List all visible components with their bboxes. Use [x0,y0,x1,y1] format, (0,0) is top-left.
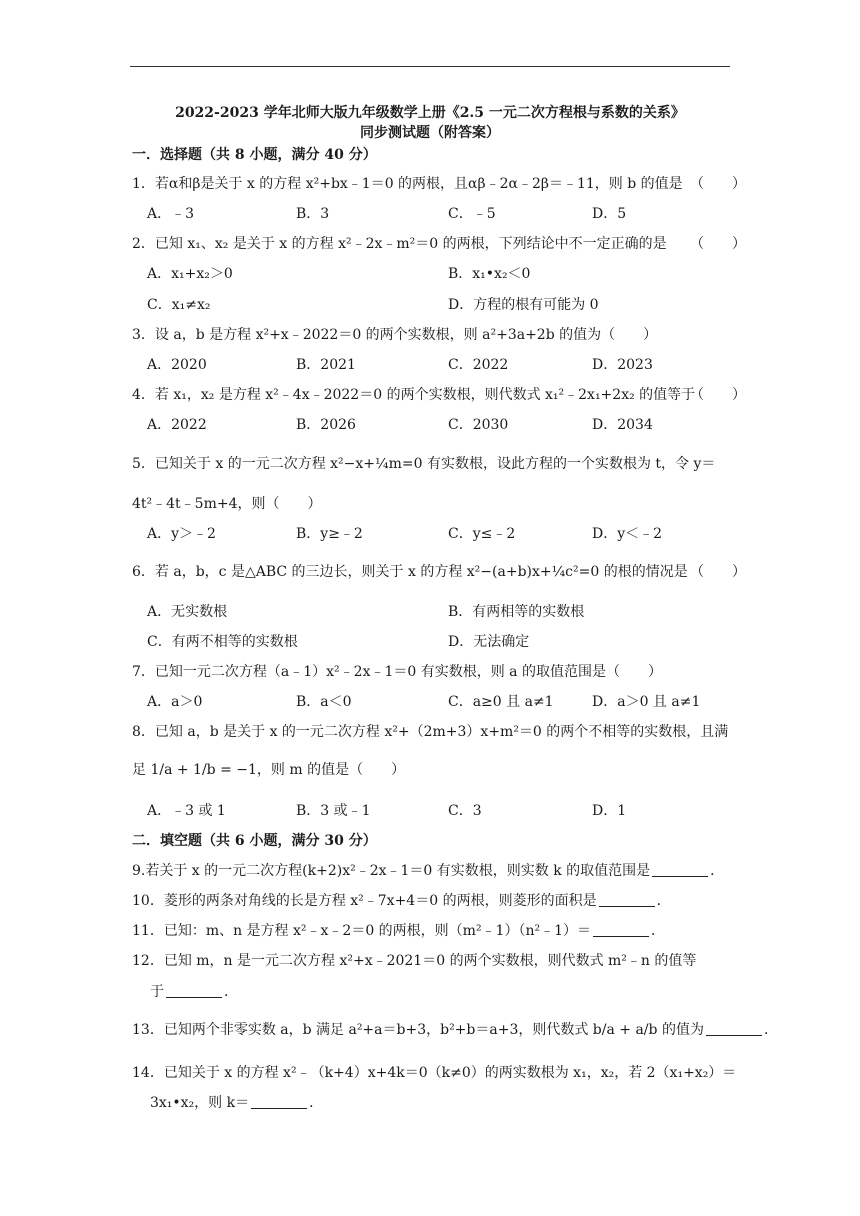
section-heading-choice: 一．选择题（共 8 小题，满分 40 分） [132,147,377,163]
q6-option-d: D．无法确定 [448,634,530,650]
q2-option-a: A．x₁+x₂＞0 [147,266,233,282]
q2-option-c: C．x₁≠x₂ [147,297,211,313]
answer-paren: （ ） [690,176,746,192]
question-7-stem: 7．已知一元二次方程（a﹣1）x²﹣2x﹣1＝0 有实数根，则 a 的取值范围是（ ） [132,664,662,680]
q6-option-b: B．有两相等的实数根 [448,604,585,620]
question-14-stem: 14．已知关于 x 的方程 x²﹣（k+4）x+4k＝0（k≠0）的两实数根为 x₁，x₂，若 2（x₁+x₂）＝ [132,1065,737,1081]
period: ． [710,863,725,879]
q2-option-b: B．x₁•x₂＜0 [448,266,531,282]
q3-option-c: C．2022 [448,357,509,373]
q1-option-d: D．5 [592,206,627,222]
question-8-stem-cont: 足 1/a + 1/b = −1，则 m 的值是（ ） [132,762,406,778]
question-3-stem: 3．设 a，b 是方程 x²+x﹣2022＝0 的两个实数根，则 a²+3a+2b 的值为（ ） [132,327,658,343]
question-10 [132,891,671,911]
q8-option-a: A．﹣3 或 1 [147,803,226,819]
question-8-stem: 8．已知 a，b 是关于 x 的一元二次方程 x²+（2m+3）x+m²＝0 的两个不相等的实数根，且满 [132,724,729,740]
question-11 [132,921,665,941]
q4-option-d: D．2034 [592,417,653,433]
answer-paren: （ ） [690,564,746,580]
q8-option-c: C．3 [448,803,482,819]
q8-option-b: B．3 或﹣1 [296,803,371,819]
answer-blank[interactable] [599,892,655,907]
question-12-cont [150,982,238,1002]
question-4-stem: 4．若 x₁，x₂ 是方程 x²﹣4x﹣2022＝0 的两个实数根，则代数式 x₁²﹣2x₁+2x₂ 的值等于 [132,387,696,403]
question-6-stem: 6．若 a，b，c 是△ABC 的三边长，则关于 x 的方程 x²−(a+b)x+¼c²=0 的根的情况是 [132,564,688,580]
q4-option-b: B．2026 [296,417,356,433]
question-12-stem-cont: 于 [150,984,164,1000]
answer-blank[interactable] [251,1094,307,1109]
q2-option-d: D．方程的根有可能为 0 [448,297,599,313]
q6-option-c: C．有两不相等的实数根 [147,634,298,650]
question-5-stem-cont: 4t²﹣4t﹣5m+4，则（ ） [132,496,322,512]
q4-option-a: A．2022 [147,417,207,433]
answer-paren: （ ） [690,387,746,403]
question-14-stem-cont: 3x₁•x₂，则 k＝ [150,1095,250,1111]
q7-option-b: B．a＜0 [296,694,352,710]
answer-blank[interactable] [706,1021,762,1036]
q7-option-a: A．a＞0 [147,694,203,710]
question-5-stem: 5．已知关于 x 的一元二次方程 x²−x+¼m=0 有实数根，设此方程的一个实数根为 t，令 y＝ [132,456,716,472]
q5-option-c: C．y≤﹣2 [448,526,516,542]
answer-paren: （ ） [690,236,746,252]
period: ． [309,1095,324,1111]
answer-blank[interactable] [593,922,649,937]
question-10-stem: 10．菱形的两条对角线的长是方程 x²﹣7x+4＝0 的两根，则菱形的面积是 [132,893,597,909]
q3-option-a: A．2020 [147,357,207,373]
question-12-stem: 12．已知 m，n 是一元二次方程 x²+x﹣2021＝0 的两个实数根，则代数式 m²﹣n 的值等 [132,953,697,969]
question-9 [132,861,724,881]
answer-blank[interactable] [166,983,222,998]
q7-option-d: D．a＞0 且 a≠1 [592,694,701,710]
q4-option-c: C．2030 [448,417,509,433]
period: ． [224,984,238,1000]
header-rule [130,66,730,67]
question-13 [132,1020,778,1040]
q3-option-b: B．2021 [296,357,356,373]
period: ． [656,893,671,909]
title-line-2: 同步测试题（附答案） [360,125,500,141]
question-13-stem: 13．已知两个非零实数 a，b 满足 a²+a＝b+3，b²+b＝a+3，则代数式 b/a + a/b 的值为 [132,1022,704,1038]
period: ． [651,923,666,939]
answer-blank[interactable] [652,862,708,877]
period: ． [763,1022,778,1038]
section-heading-fill: 二．填空题（共 6 小题，满分 30 分） [132,833,377,849]
q1-option-c: C．﹣5 [448,206,496,222]
q3-option-d: D．2023 [592,357,653,373]
q5-option-b: B．y≥﹣2 [296,526,363,542]
q1-option-b: B．3 [296,206,330,222]
question-9-stem: 9.若关于 x 的一元二次方程(k+2)x²﹣2x﹣1＝0 有实数根，则实数 k 的取值范围是 [132,863,651,879]
q7-option-c: C．a≥0 且 a≠1 [448,694,554,710]
q6-option-a: A．无实数根 [147,604,228,620]
q5-option-d: D．y＜﹣2 [592,526,663,542]
q5-option-a: A．y＞﹣2 [147,526,216,542]
title-line-1: 2022-2023 学年北师大版九年级数学上册《2.5 一元二次方程根与系数的关系》 [175,105,685,121]
question-1-stem: 1．若α和β是关于 x 的方程 x²+bx﹣1＝0 的两根，且αβ﹣2α﹣2β＝﹣11，则 b 的值是 [132,176,683,192]
question-11-stem: 11．已知：m、n 是方程 x²﹣x﹣2＝0 的两根，则（m²﹣1）（n²﹣1）＝ [132,923,592,939]
question-2-stem: 2．已知 x₁、x₂ 是关于 x 的方程 x²﹣2x﹣m²＝0 的两根，下列结论中不一定正确的是 [132,236,667,252]
q8-option-d: D．1 [592,803,627,819]
q1-option-a: A．﹣3 [147,206,195,222]
question-14-cont [150,1093,323,1113]
